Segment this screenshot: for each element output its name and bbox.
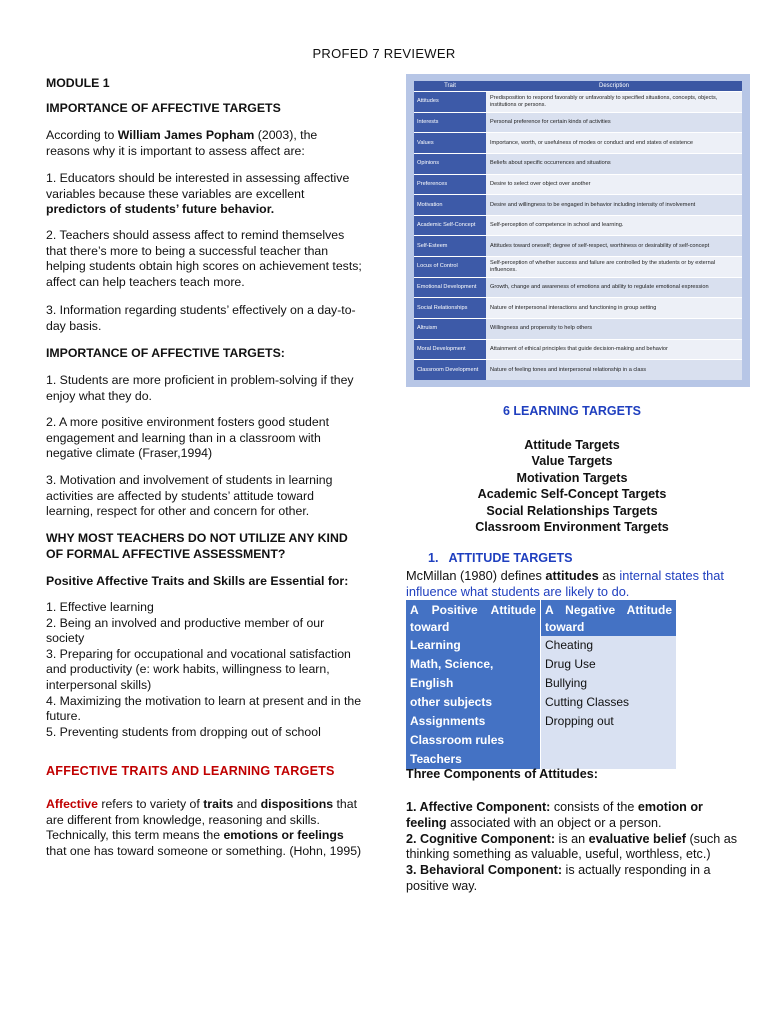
- affective-text: refers to variety of: [97, 797, 204, 811]
- trait-name: Classroom Development: [414, 360, 486, 380]
- component-emphasis: emotion or feeling: [406, 800, 703, 830]
- positive-attitude-header: A Positive Attitude toward: [406, 600, 541, 636]
- component-affective: [406, 800, 741, 832]
- dispositions-term: dispositions: [260, 797, 334, 811]
- trait-table-header: [414, 81, 742, 91]
- learning-targets-list: [406, 437, 738, 535]
- trait-name: Locus of Control: [414, 257, 486, 277]
- essential-item: 3. Preparing for occupational and vocational satisfaction and productivity (e: work habits, willingness to learn, interpersonal skills): [46, 646, 351, 692]
- positive-attitude-item: Learning: [410, 638, 461, 652]
- trait-name: Social Relationships: [414, 298, 486, 318]
- intro-text-end: (2003), the reasons why it is important to assess affect are:: [46, 128, 318, 158]
- reason-2: 2. Teachers should assess affect to remind themselves that there’s more to being a successful teacher than helping students obtain high scores on achievement tests; affect can help teachers teach more.: [46, 228, 362, 289]
- trait-description: Desire and willingness to be engaged in behavior including intensity of involvement: [486, 195, 742, 215]
- trait-description: Predisposition to respond favorably or unfavorably to specified situations, concepts, objects, institutions or persons.: [486, 92, 742, 112]
- affective-text: that are different from knowledge, reasoning and skills. Technically, this term means the: [46, 797, 357, 843]
- heading-number: 1.: [428, 551, 439, 565]
- components-list: [406, 800, 741, 895]
- author-name: William James Popham: [117, 128, 255, 142]
- negative-attitude-header: A Negative Attitude toward: [545, 603, 672, 634]
- heading-why-teachers: WHY MOST TEACHERS DO NOT UTILIZE ANY KIND OF FORMAL AFFECTIVE ASSESSMENT?: [46, 531, 348, 561]
- trait-row: [414, 297, 742, 318]
- trait-description: Nature of feeling tones and interpersonal relationship in a class: [486, 360, 742, 380]
- attitude-table: [406, 600, 676, 766]
- learning-target-item: Motivation Targets: [516, 470, 628, 485]
- component-label: 2. Cognitive Component:: [406, 831, 556, 846]
- trait-row: [414, 215, 742, 236]
- learning-target-item: Academic Self-Concept Targets: [477, 487, 667, 502]
- description-column-header: Description: [598, 83, 629, 89]
- trait-description: Growth, change and awareness of emotions and ability to regulate emotional expression: [486, 278, 742, 298]
- essential-item: 5. Preventing students from dropping out of school: [46, 724, 321, 739]
- trait-table: [414, 81, 742, 380]
- trait-name: Opinions: [414, 154, 486, 174]
- trait-column-header: Trait: [444, 83, 456, 89]
- definition-text: McMillan (1980) defines: [406, 568, 546, 583]
- importance-3: 3. Motivation and involvement of students in learning activities are affected by students’ attitude toward learning, respect for other and concern for other.: [46, 473, 333, 519]
- trait-name: Emotional Development: [414, 278, 486, 298]
- module-label: MODULE 1: [46, 76, 110, 90]
- trait-description: Willingness and propensity to help others: [486, 319, 742, 339]
- learning-target-item: Classroom Environment Targets: [475, 520, 669, 535]
- learning-target-item: Attitude Targets: [524, 438, 620, 452]
- trait-description: Importance, worth, or usefulness of modes or conduct and end states of existence: [486, 133, 742, 153]
- trait-row: [414, 235, 742, 256]
- trait-row: [414, 256, 742, 277]
- trait-description: Desire to select over object over another: [486, 175, 742, 195]
- trait-name: Preferences: [414, 175, 486, 195]
- component-emphasis: evaluative belief: [588, 831, 686, 846]
- essential-item: 4. Maximizing the motivation to learn at present and in the future.: [46, 693, 362, 724]
- positive-attitude-column: [406, 636, 541, 769]
- heading-text: ATTITUDE TARGETS: [448, 551, 573, 565]
- attitude-targets-heading: [428, 551, 573, 567]
- negative-attitude-column: [541, 636, 676, 769]
- negative-attitude-item: Drug Use: [545, 657, 596, 671]
- positive-attitude-item: Teachers: [410, 752, 462, 766]
- negative-attitude-item: Dropping out: [545, 714, 614, 728]
- emotions-term: emotions or feelings: [223, 828, 344, 843]
- positive-attitude-item: Classroom rules: [410, 733, 505, 747]
- trait-name: Values: [414, 133, 486, 153]
- component-text: is actually responding in a positive way.: [406, 863, 711, 893]
- positive-attitude-item: Math, Science, English: [410, 657, 494, 690]
- attitude-table-body: [406, 636, 676, 769]
- negative-attitude-item: Cutting Classes: [545, 695, 630, 709]
- subheading-essential: Positive Affective Traits and Skills are Essential for:: [46, 574, 349, 588]
- trait-description: Self-perception of whether success and failure are controlled by the students or by external influences.: [486, 257, 742, 277]
- intro-text: According to: [46, 128, 118, 142]
- trait-row: [414, 112, 742, 133]
- trait-name: Attitudes: [414, 92, 486, 112]
- trait-row: [414, 318, 742, 339]
- components-heading-text: Three Components of Attitudes: [406, 767, 594, 781]
- trait-name: Self-Esteem: [414, 236, 486, 256]
- definition-highlight: internal states that influence what students are likely to do.: [406, 568, 724, 599]
- affective-text: that one has toward someone or something. (Hohn, 1995): [46, 843, 362, 858]
- negative-attitude-item: Cheating: [545, 638, 594, 652]
- learning-targets-title: 6 LEARNING TARGETS: [503, 404, 641, 418]
- essential-list: [46, 600, 364, 740]
- trait-description: Attitudes toward oneself; degree of self-respect, worthiness or desirability of self-concept: [486, 236, 742, 256]
- trait-name: Academic Self-Concept: [414, 216, 486, 236]
- trait-description: Self-perception of competence in school and learning.: [486, 216, 742, 236]
- heading-importance-2: IMPORTANCE OF AFFECTIVE TARGETS:: [46, 346, 285, 360]
- component-label: 3. Behavioral Component:: [406, 863, 563, 878]
- reason-1: [46, 171, 364, 218]
- trait-description: Beliefs about specific occurrences and situations: [486, 154, 742, 174]
- importance-1: 1. Students are more proficient in problem-solving if they enjoy what they do.: [46, 373, 354, 403]
- trait-row: [414, 277, 742, 298]
- component-text: associated with an object or a person.: [446, 815, 662, 830]
- trait-name: Altruism: [414, 319, 486, 339]
- intro-paragraph: [46, 128, 364, 159]
- trait-table-image: [406, 74, 750, 387]
- learning-target-item: Social Relationships Targets: [486, 503, 658, 518]
- affective-text: and: [233, 797, 261, 811]
- reason-1-emphasis: predictors of students’ future behavior.: [46, 202, 275, 217]
- affective-definition: [46, 797, 364, 859]
- components-heading: [406, 767, 598, 783]
- essential-item: 1. Effective learning: [46, 600, 154, 614]
- trait-description: Attainment of ethical principles that guide decision-making and behavior: [486, 340, 742, 360]
- component-text: consists of the: [550, 800, 638, 814]
- learning-target-item: Value Targets: [531, 454, 613, 469]
- definition-text: as: [598, 568, 620, 583]
- trait-name: Moral Development: [414, 340, 486, 360]
- trait-row: [414, 153, 742, 174]
- trait-description: Personal preference for certain kinds of activities: [486, 113, 742, 133]
- document-title: PROFED 7 REVIEWER: [312, 46, 456, 61]
- reason-3: 3. Information regarding students’ effectively on a day-to-day basis.: [46, 303, 356, 333]
- heading-importance: IMPORTANCE OF AFFECTIVE TARGETS: [46, 101, 281, 115]
- trait-row: [414, 132, 742, 153]
- importance-2: 2. A more positive environment fosters good student engagement and learning than in a classroom with negative climate (Fraser,1994): [46, 415, 329, 461]
- trait-row: [414, 359, 742, 380]
- positive-attitude-item: other subjects: [410, 695, 493, 709]
- trait-row: [414, 91, 742, 112]
- attitudes-term: attitudes: [545, 568, 599, 583]
- attitude-table-header: [406, 600, 676, 636]
- heading-affective-traits: AFFECTIVE TRAITS AND LEARNING TARGETS: [46, 764, 335, 778]
- trait-row: [414, 174, 742, 195]
- negative-attitude-item: Bullying: [545, 676, 588, 690]
- trait-row: [414, 339, 742, 360]
- traits-term: traits: [203, 797, 234, 811]
- trait-name: Interests: [414, 113, 486, 133]
- component-label: 1. Affective Component:: [406, 800, 551, 814]
- trait-row: [414, 194, 742, 215]
- essential-item: 2. Being an involved and productive member of our society: [46, 615, 325, 646]
- attitude-definition: [406, 568, 741, 600]
- trait-name: Motivation: [414, 195, 486, 215]
- component-cognitive: [406, 832, 741, 864]
- components-heading-colon: :: [593, 767, 598, 781]
- component-text: is an: [555, 831, 589, 846]
- trait-description: Nature of interpersonal interactions and functioning in group setting: [486, 298, 742, 318]
- component-behavioral: [406, 863, 741, 895]
- component-text: (such as thinking something as valuable, useful, worthless, etc.): [406, 831, 738, 862]
- reason-1-text: 1. Educators should be interested in assessing affective variables because these variables are excellent: [46, 171, 350, 201]
- positive-attitude-item: Assignments: [410, 714, 486, 728]
- affective-term: Affective: [46, 797, 98, 811]
